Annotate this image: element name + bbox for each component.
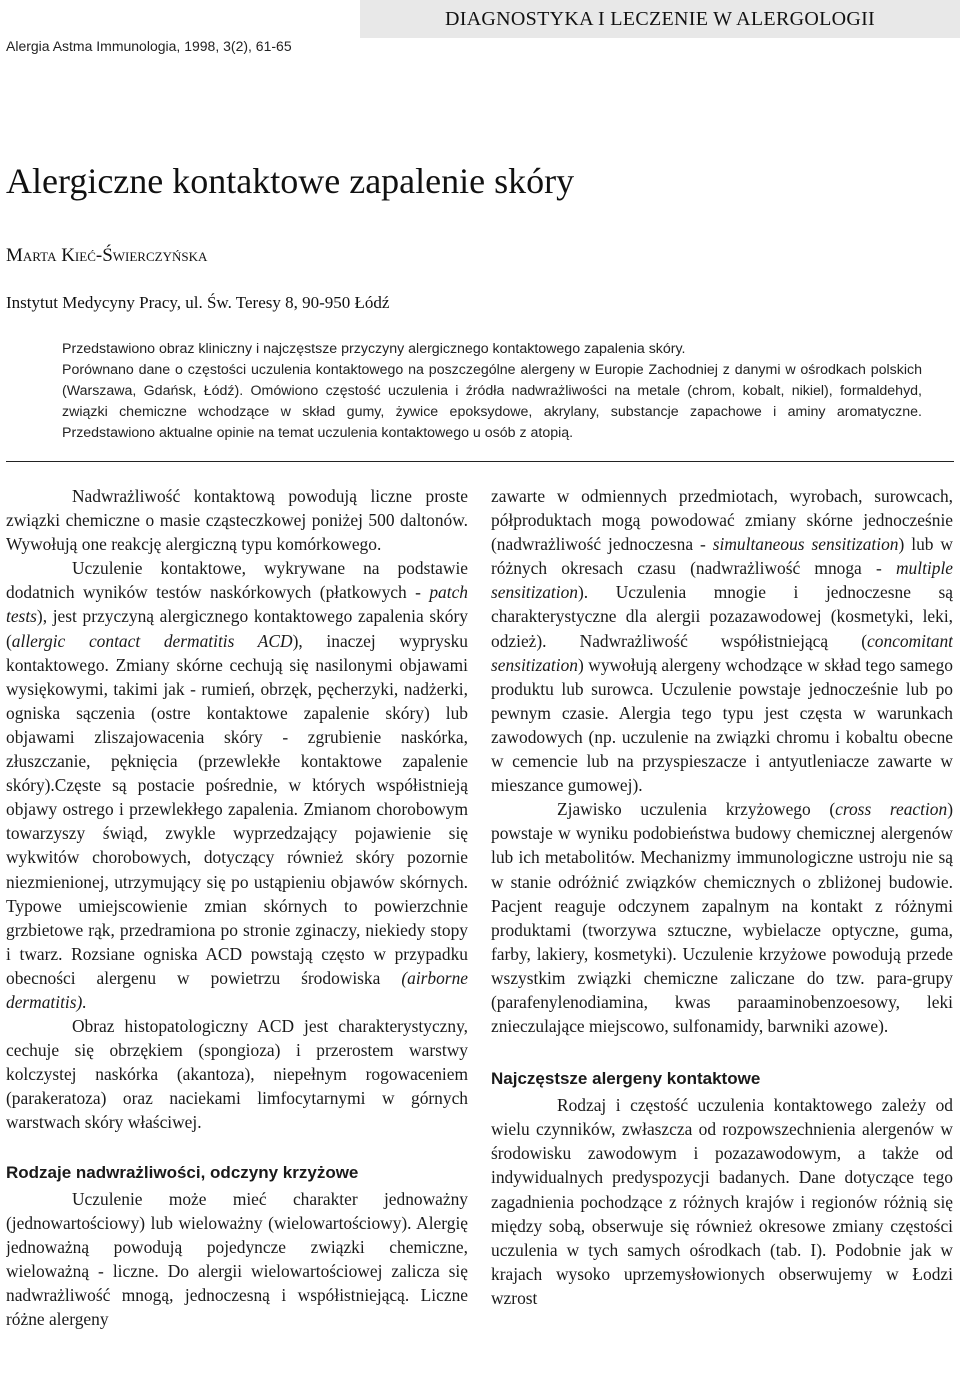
text-run: ) wywołują alergeny wchodzące w skład tego samego produktu lub surowca. Uczulenie powstaje jednocześnie lub po pewnym czasie. Alergia tego typu jest częsta w warunkach zawodowych (np. uczulenie na związki chromu i kobaltu obecne w cemencie lub na przyspieszacze i antyutleniacze zawarte w mieszance gumowej).: [491, 654, 953, 796]
paragraph: [491, 484, 953, 797]
text-run: Zjawisko uczulenia krzyżowego (: [557, 799, 836, 820]
abstract-line-1: Przedstawiono obraz kliniczny i najczęstsze przyczyny alergicznego kontaktowego zapalenia skóry.: [62, 341, 686, 357]
section-banner: [360, 0, 960, 38]
journal-citation: Alergia Astma Immunologia, 1998, 3(2), 61-65: [6, 38, 292, 54]
abstract-body: Porównano dane o częstości uczulenia kontaktowego na poszczególne alergeny w Europie Zachodniej z danymi w ośrodkach polskich (Warszawa, Gdańsk, Łódź). Omówiono częstość uczulenia i źródła nadwrażliwości na metale (chrom, kobalt, nikiel), formaldehyd, związki chemiczne wchodzące w skład gumy, żywice epoksydowe, akrylany, substancje zapachowe i aminy aromatyczne. Przedstawiono aktualne opinie na temat uczulenia kontaktowego u osób z atopią.: [62, 362, 922, 441]
left-column: [6, 484, 468, 1376]
text-run: ), jest przyczyną alergicznego kontaktowego zapalenia skóry (: [6, 606, 468, 651]
article-author: Marta Kieć-Świerczyńska: [6, 245, 208, 266]
paragraph: Obraz histopatologiczny ACD jest charakterystyczny, cechuje się obrzękiem (spongioza) i przerostem warstwy kolczystej naskórka (akantoza), niepełnym rogowaceniem (parakeratoza) oraz naciekami limfocytarnymi w górnych warstwach skóry właściwej.: [6, 1016, 468, 1133]
text-run: ). Uczulenia mnogie i jednoczesne są charakterystyczne dla alergii pozazawodowej (kosmetyki, leki, odzież). Nadwrażliwość współistniejącą (: [491, 582, 953, 651]
abstract: [62, 339, 922, 444]
paragraph: [6, 556, 468, 1014]
text-run: zawarte w odmiennych przedmiotach, wyrobach, surowcach, półproduktach mogą powodować zmiany skórne jednocześnie (nadwrażliwość jednoczesna -: [491, 486, 953, 555]
right-column: [491, 484, 953, 1376]
paragraph: [491, 797, 953, 1038]
text-run: ), inaczej wyprysku kontaktowego. Zmiany skórne cechują się nasilonymi objawami wysiękowymi, takimi jak - rumień, obrzęk, pęcherzyki, nadżerki, ogniska sączenia (ostre kontaktowe zapalenie skóry) lub objawami zliszajowacenia skóry - zgrubienie naskórka, złuszczanie, pęknięcia (przewlekłe kontaktowe zapalenie skóry).Częste są postacie pośrednie, w których współistnieją objawy ostrego i przewlekłego zapalenia. Zmianom chorobowym towarzyszy świąd, zwykle wyprzedzający pojawienie się wykwitów chorobowych, dotyczący również skóry pozornie niezmienionej, utrzymujący się po ustąpieniu objawów skórnych. Typowe umiejscowienie zmian skórnych to powierzchnie grzbietowe rąk, przedramiona po stronie zginaczy, niekiedy stopy i twarz. Rozsiane ogniska ACD powstają często w przypadku obecności alergenu w powietrzu środowiska: [6, 630, 468, 988]
section-heading: Najczęstsze alergeny kontaktowe: [491, 1069, 761, 1089]
author-affiliation: Instytut Medycyny Pracy, ul. Św. Teresy 8, 90-950 Łódź: [6, 293, 390, 312]
paragraph: Uczulenie może mieć charakter jednoważny (jednowartościowy) lub wieloważny (wielowartościowy). Alergię jednoważną powodują pojedyncze związki chemiczne, wieloważną - liczne. Do alergii wielowartościowej zalicza się nadwrażliwość mnogą, jednoczesną i współistniejącą. Liczne różne alergeny: [6, 1188, 468, 1329]
italic-term: cross reaction: [835, 799, 948, 820]
section-title: DIAGNOSTYKA I LECZENIE W ALERGOLOGII: [444, 7, 875, 30]
italic-term: patch tests: [6, 582, 468, 627]
text-run: Uczulenie kontaktowe, wykrywane na podstawie dodatnich wyników testów naskórkowych (płatkowych -: [6, 558, 468, 603]
abstract-divider: [6, 461, 954, 462]
italic-term: concomitant sensitization: [491, 630, 953, 675]
paragraph: Nadwrażliwość kontaktową powodują liczne proste związki chemiczne o masie cząsteczkowej poniżej 500 daltonów. Wywołują one reakcję alergiczną typu komórkowego.: [6, 486, 468, 555]
paragraph: Rodzaj i częstość uczulenia kontaktowego zależy od wielu czynników, zwłaszcza od rozpowszechnienia alergenów w środowisku zawodowym i pozazawodowym, a także od indywidualnych predyspozycji badanych. Dane dotyczące tego zagadnienia pochodzące z różnych krajów i regionów różnią się między sobą, obserwuje się również okresowe zmiany częstości uczulenia w tych samych ośrodkach (tab. I). Podobnie jak w krajach wysoko uprzemysłowionych obserwujemy w Łodzi wzrost: [491, 1095, 953, 1308]
text-run: ) powstaje w wyniku podobieństwa budowy chemicznej alergenów lub ich metabolitów. Mechanizmy immunologiczne ustroju nie są w stanie odróżnić związków chemicznych o zbliżonej budowie. Pacjent reaguje odczynem zapalnym na kontakt z różnymi produktami (tworzywa sztuczne, wybielacze optyczne, guma, farby, lakiery, kosmetyki). Uczulenie krzyżowe powodują przede wszystkim związki chemiczne zaliczane do tzw. para-grupy (parafenylenodiamina, kwas paraaminobenzoesowy, leki znieczulające miejscowo, sulfonamidy, barwniki azowe).: [491, 799, 953, 1037]
section-heading: Rodzaje nadwrażliwości, odczyny krzyżowe: [6, 1162, 359, 1182]
article-title: Alergiczne kontaktowe zapalenie skóry: [6, 161, 575, 201]
text-run: ) lub w różnych okresach czasu (nadwrażliwość mnoga -: [491, 534, 953, 579]
italic-term: allergic contact dermatitis ACD: [11, 630, 293, 651]
italic-term: multiple sensitization: [491, 558, 953, 603]
italic-term: (airborne dermatitis).: [6, 967, 468, 1012]
italic-term: simultaneous sensitization: [712, 534, 899, 555]
